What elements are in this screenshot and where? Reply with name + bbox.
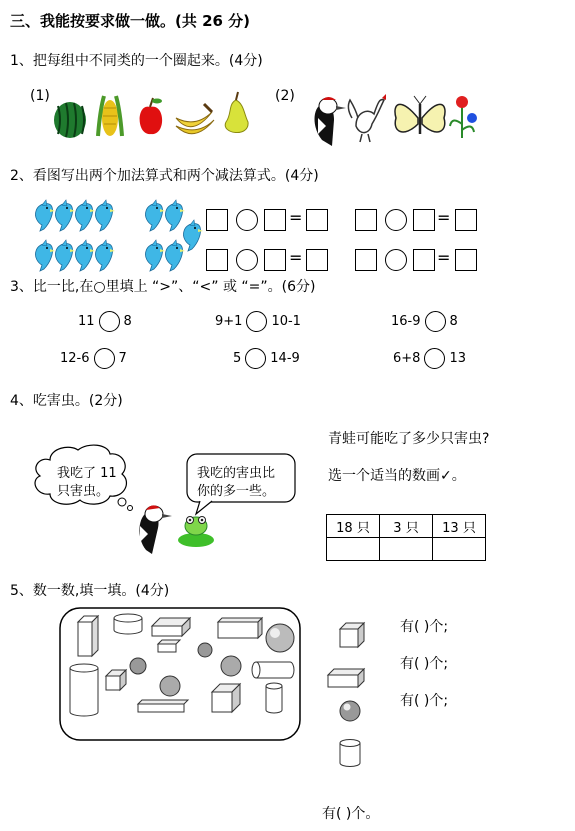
butterfly-icon[interactable] [395, 96, 445, 134]
answer-box[interactable] [455, 209, 477, 231]
operator-circle[interactable] [385, 209, 407, 231]
woodpecker-bubble-line-1: 我吃了 11 [57, 466, 117, 481]
cuboid-icon [152, 618, 190, 636]
cube-icon [340, 623, 364, 647]
dolphin-icon [75, 200, 95, 231]
shape-legend [320, 615, 370, 775]
dolphin-icon [183, 220, 203, 251]
cuboid-icon [78, 616, 98, 656]
dolphin-icon [95, 200, 115, 231]
equals-sign: = [289, 248, 303, 267]
sphere-icon [160, 676, 180, 696]
count-sphere: 有( )个; [400, 693, 449, 709]
flower-icon[interactable] [450, 96, 477, 138]
option-check-cell[interactable] [327, 538, 380, 561]
answer-box[interactable] [264, 249, 286, 271]
pear-icon[interactable] [225, 92, 248, 133]
compare-item: 16-9 8 [391, 311, 458, 332]
operator-circle[interactable] [385, 249, 407, 271]
question-4-title: 4、吃害虫。(2分) [10, 393, 123, 409]
rooster-icon[interactable] [348, 94, 386, 142]
question-1-title: 1、把每组中不同类的一个圈起来。(4分) [10, 53, 263, 69]
compare-item: 5 14-9 [233, 348, 300, 369]
question-1-pictures [0, 0, 575, 150]
operator-circle[interactable] [236, 249, 258, 271]
answer-box[interactable] [413, 209, 435, 231]
compare-item: 6+8 13 [393, 348, 466, 369]
sphere-icon [266, 624, 294, 652]
frog-bubble-line-2: 你的多一些。 [197, 484, 276, 499]
dolphin-icon [35, 200, 55, 231]
answer-box[interactable] [206, 209, 228, 231]
answer-box[interactable] [355, 209, 377, 231]
cylinder-icon [218, 618, 262, 638]
compare-circle[interactable] [424, 348, 445, 369]
dolphin-icon [165, 200, 185, 231]
compare-item: 9+1 10-1 [215, 311, 301, 332]
group-1-label: (1) [30, 88, 50, 104]
compare-circle[interactable] [94, 348, 115, 369]
equals-sign: = [437, 208, 451, 227]
watermelon-icon[interactable] [54, 102, 86, 138]
shapes-picture [0, 600, 310, 750]
answer-box[interactable] [306, 249, 328, 271]
count-cylinder: 有( )个。 [322, 806, 380, 822]
woodpecker-icon [139, 505, 172, 554]
frog-icon [178, 517, 214, 548]
operator-circle[interactable] [236, 209, 258, 231]
answer-options-table [326, 514, 486, 561]
option-label: 18 只 [327, 515, 380, 538]
compare-circle[interactable] [99, 311, 120, 332]
woodpecker-bubble-line-2: 只害虫。 [57, 484, 110, 499]
cylinder-icon [252, 662, 294, 678]
dolphin-icon [35, 240, 55, 271]
compare-item: 12-6 7 [60, 348, 127, 369]
frog-instruction: 选一个适当的数画✓。 [328, 468, 466, 484]
compare-circle[interactable] [425, 311, 446, 332]
cylinder-icon [340, 740, 360, 767]
option-check-cell[interactable] [433, 538, 486, 561]
compare-item: 11 8 [78, 311, 132, 332]
compare-circle[interactable] [245, 348, 266, 369]
question-3-title: 3、比一比,在○里填上 “>”、“<” 或 “=”。(6分) [10, 279, 316, 295]
answer-box[interactable] [455, 249, 477, 271]
woodpecker-icon[interactable] [315, 97, 347, 146]
group-2-label: (2) [275, 88, 295, 104]
count-cuboid: 有( )个; [400, 656, 449, 672]
dolphin-icon [55, 240, 75, 271]
cylinder-icon [114, 614, 142, 634]
apple-icon[interactable] [140, 98, 163, 134]
answer-box[interactable] [355, 249, 377, 271]
dolphin-picture [0, 195, 220, 280]
section-title: 三、我能按要求做一做。(共 26 分) [10, 12, 251, 30]
dolphin-icon [75, 240, 95, 271]
dolphin-icon [145, 240, 165, 271]
banana-icon[interactable] [176, 104, 214, 134]
dolphin-icon [145, 200, 165, 231]
dolphin-icon [95, 240, 115, 271]
equals-sign: = [289, 208, 303, 227]
answer-box[interactable] [413, 249, 435, 271]
compare-circle[interactable] [246, 311, 267, 332]
frog-question: 青蛙可能吃了多少只害虫? [328, 431, 490, 447]
sphere-icon [130, 658, 146, 674]
bugs-scene [0, 440, 310, 560]
dolphin-icon [55, 200, 75, 231]
question-2-title: 2、看图写出两个加法算式和两个减法算式。(4分) [10, 168, 319, 184]
cylinder-icon [266, 683, 282, 713]
answer-box[interactable] [264, 209, 286, 231]
answer-box[interactable] [206, 249, 228, 271]
equals-sign: = [437, 248, 451, 267]
cube-icon [106, 670, 126, 690]
corn-icon[interactable] [98, 96, 122, 136]
option-check-cell[interactable] [380, 538, 433, 561]
cube-icon [212, 684, 240, 712]
cylinder-icon [70, 664, 98, 716]
option-label: 3 只 [380, 515, 433, 538]
sphere-icon [340, 701, 360, 721]
answer-box[interactable] [306, 209, 328, 231]
frog-bubble-line-1: 我吃的害虫比 [197, 466, 276, 481]
cuboid-icon [138, 700, 188, 712]
dolphin-icon [165, 240, 185, 271]
option-label: 13 只 [433, 515, 486, 538]
sphere-icon [198, 643, 212, 657]
cuboid-icon [328, 669, 364, 687]
count-cube: 有( )个; [400, 619, 449, 635]
sphere-icon [221, 656, 241, 676]
question-5-title: 5、数一数,填一填。(4分) [10, 583, 170, 599]
